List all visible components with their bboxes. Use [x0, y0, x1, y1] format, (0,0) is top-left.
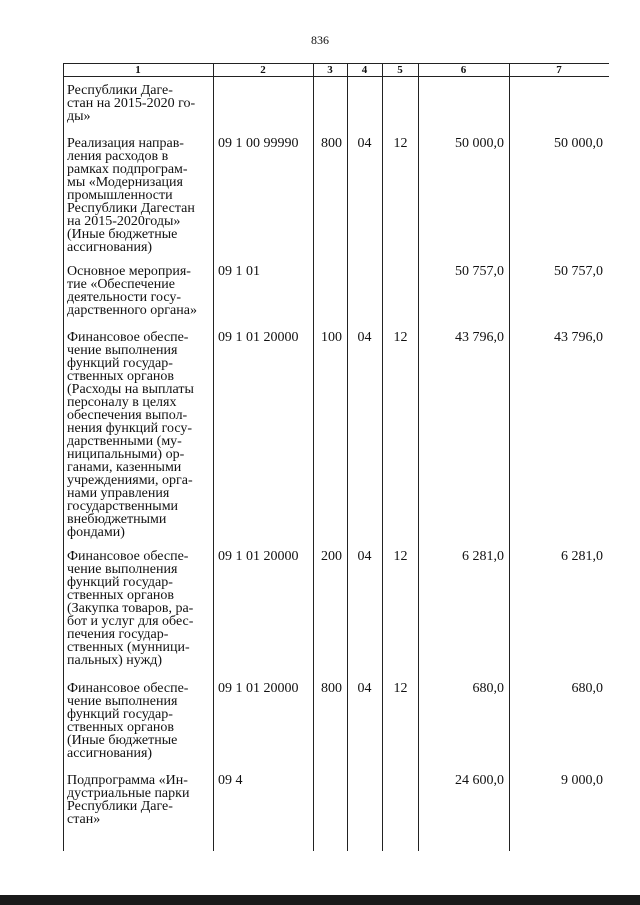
- scan-bottom-edge: [0, 895, 640, 905]
- row-name: Республики Даге- стан на 2015-2020 го- ды»: [67, 83, 196, 124]
- column-header: 6: [460, 64, 467, 76]
- row-section: 04: [357, 136, 372, 151]
- row-subsection: 12: [393, 549, 408, 564]
- row-value-col7: 50 757,0: [554, 264, 603, 279]
- table-col-divider: [63, 63, 64, 851]
- row-code: 09 1 01 20000: [218, 681, 299, 696]
- table-col-divider: [213, 63, 214, 851]
- page-number: 836: [311, 33, 329, 47]
- column-header: 5: [397, 64, 403, 76]
- row-value-col6: 24 600,0: [455, 773, 504, 788]
- row-value-col7: 50 000,0: [554, 136, 603, 151]
- row-value-col6: 50 757,0: [455, 264, 504, 279]
- row-name: Финансовое обеспе- чение выполнения функций государ- ственных органов (Закупка товаров, ра- бот и услуг для обес- печения государ- ственных (мунници- пальных) нужд): [67, 549, 194, 668]
- row-subsection: 12: [393, 136, 408, 151]
- row-value-col7: 9 000,0: [561, 773, 603, 788]
- row-value-col6: 6 281,0: [462, 549, 504, 564]
- row-value-col6: 43 796,0: [455, 330, 504, 345]
- row-value-col7: 680,0: [571, 681, 603, 696]
- column-header: 7: [556, 64, 562, 76]
- row-expense-type: 200: [321, 549, 342, 564]
- column-header: 2: [260, 64, 266, 76]
- row-expense-type: 800: [321, 136, 342, 151]
- table-col-divider: [418, 63, 419, 851]
- row-value-col6: 680,0: [472, 681, 504, 696]
- row-code: 09 1 01: [218, 264, 260, 279]
- row-name: Финансовое обеспе- чение выполнения функций государ- ственных органов (Расходы на выплаты персоналу в целях обеспечения выпол- нения функций госу- дарственными (му- ниципальными) ор- ганами, казенными учреждениями, орга- нами управления государственными внебюджетными фондами): [67, 330, 194, 540]
- row-value-col7: 43 796,0: [554, 330, 603, 345]
- row-section: 04: [357, 681, 372, 696]
- row-section: 04: [357, 549, 372, 564]
- table-header-border: [63, 76, 609, 77]
- row-expense-type: 100: [321, 330, 342, 345]
- row-subsection: 12: [393, 330, 408, 345]
- row-value-col7: 6 281,0: [561, 549, 603, 564]
- row-name: Реализация направ- ления расходов в рамках подпрограм- мы «Модернизация промышленности Республики Дагестан на 2015-2020годы» (Иные бюджетные ассигнования): [67, 136, 195, 255]
- row-code: 09 1 01 20000: [218, 330, 299, 345]
- column-header: 3: [327, 64, 333, 76]
- column-header: 1: [135, 64, 141, 76]
- row-subsection: 12: [393, 681, 408, 696]
- row-code: 09 1 01 20000: [218, 549, 299, 564]
- table-col-divider: [509, 63, 510, 851]
- row-section: 04: [357, 330, 372, 345]
- table-col-divider: [347, 63, 348, 851]
- row-name: Финансовое обеспе- чение выполнения функций государ- ственных органов (Иные бюджетные ассигнования): [67, 681, 189, 761]
- row-name: Подпрограмма «Ин- дустриальные парки Республики Даге- стан»: [67, 773, 190, 827]
- row-name: Основное мероприя- тие «Обеспечение деятельности госу- дарственного органа»: [67, 264, 197, 318]
- row-code: 09 4: [218, 773, 243, 788]
- table-col-divider: [382, 63, 383, 851]
- row-expense-type: 800: [321, 681, 342, 696]
- table-col-divider: [313, 63, 314, 851]
- row-value-col6: 50 000,0: [455, 136, 504, 151]
- row-code: 09 1 00 99990: [218, 136, 299, 151]
- column-header: 4: [361, 64, 368, 76]
